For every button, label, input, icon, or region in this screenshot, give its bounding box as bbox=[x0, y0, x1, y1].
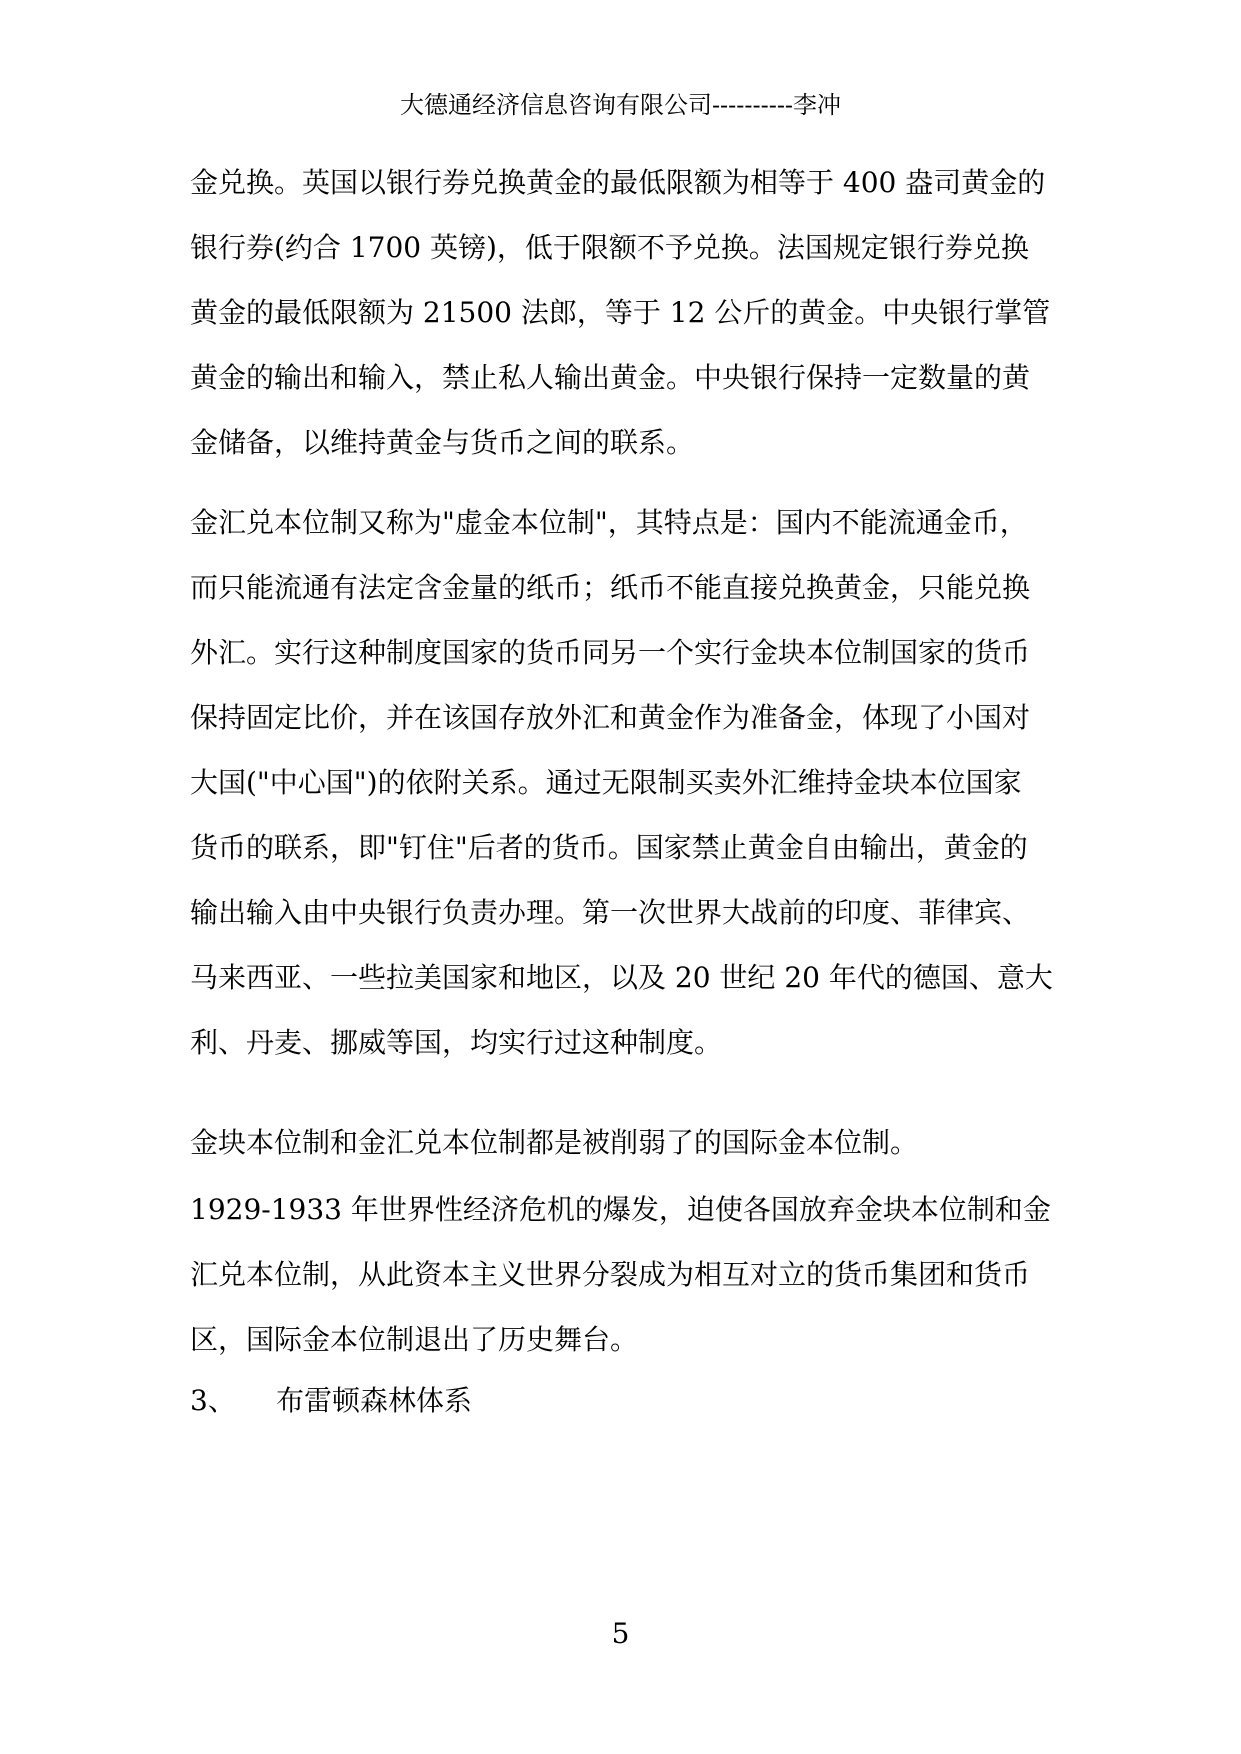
section-heading bbox=[190, 1376, 472, 1426]
paragraph-line: 外汇。实行这种制度国家的货币同另一个实行金块本位制国家的货币 bbox=[190, 636, 1031, 669]
paragraph-line: 货币的联系，即"钉住"后者的货币。国家禁止黄金自由输出，黄金的 bbox=[190, 831, 1028, 864]
paragraph-line: 金块本位制和金汇兑本位制都是被削弱了的国际金本位制。 bbox=[190, 1126, 919, 1159]
paragraph-line: 金汇兑本位制又称为"虚金本位制"，其特点是：国内不能流通金币， bbox=[190, 506, 1028, 539]
paragraph-line: 汇兑本位制，从此资本主义世界分裂成为相互对立的货币集团和货币 bbox=[190, 1258, 1031, 1291]
paragraph-line: 银行券(约合 1700 英镑)，低于限额不予兑换。法国规定银行券兑换 bbox=[190, 231, 1029, 264]
paragraph-line: 而只能流通有法定含金量的纸币；纸币不能直接兑换黄金，只能兑换 bbox=[190, 571, 1031, 604]
paragraph-line: 金兑换。英国以银行券兑换黄金的最低限额为相等于 400 盎司黄金的 bbox=[190, 166, 1046, 199]
paragraph-line: 金储备，以维持黄金与货币之间的联系。 bbox=[190, 426, 695, 459]
paragraph-line: 利、丹麦、挪威等国，均实行过这种制度。 bbox=[190, 1026, 723, 1059]
paragraph-gold-bullion-exchange bbox=[190, 150, 1060, 475]
paragraph-line: 马来西亚、一些拉美国家和地区，以及 20 世纪 20 年代的德国、意大 bbox=[190, 961, 1053, 994]
paragraph-line: 区，国际金本位制退出了历史舞台。 bbox=[190, 1323, 639, 1356]
page-number: 5 bbox=[611, 1617, 630, 1650]
section-number: 3、 bbox=[190, 1384, 236, 1417]
paragraph-line: 黄金的输出和输入，禁止私人输出黄金。中央银行保持一定数量的黄 bbox=[190, 361, 1031, 394]
paragraph-line: 黄金的最低限额为 21500 法郎，等于 12 公斤的黄金。中央银行掌管 bbox=[190, 296, 1051, 329]
section-title: 布雷顿森林体系 bbox=[276, 1384, 473, 1417]
paragraph-gold-exchange-standard bbox=[190, 490, 1060, 1075]
paragraph-weakened-standard bbox=[190, 1110, 1060, 1175]
page-header: 大德通经济信息咨询有限公司----------李冲 bbox=[399, 91, 842, 119]
paragraph-line: 大国("中心国")的依附关系。通过无限制买卖外汇维持金块本位国家 bbox=[190, 766, 1022, 799]
paragraph-line: 1929-1933 年世界性经济危机的爆发，迫使各国放弃金块本位制和金 bbox=[190, 1193, 1051, 1226]
paragraph-great-depression bbox=[190, 1177, 1060, 1372]
paragraph-line: 保持固定比价，并在该国存放外汇和黄金作为准备金，体现了小国对 bbox=[190, 701, 1031, 734]
paragraph-line: 输出输入由中央银行负责办理。第一次世界大战前的印度、菲律宾、 bbox=[190, 896, 1031, 929]
